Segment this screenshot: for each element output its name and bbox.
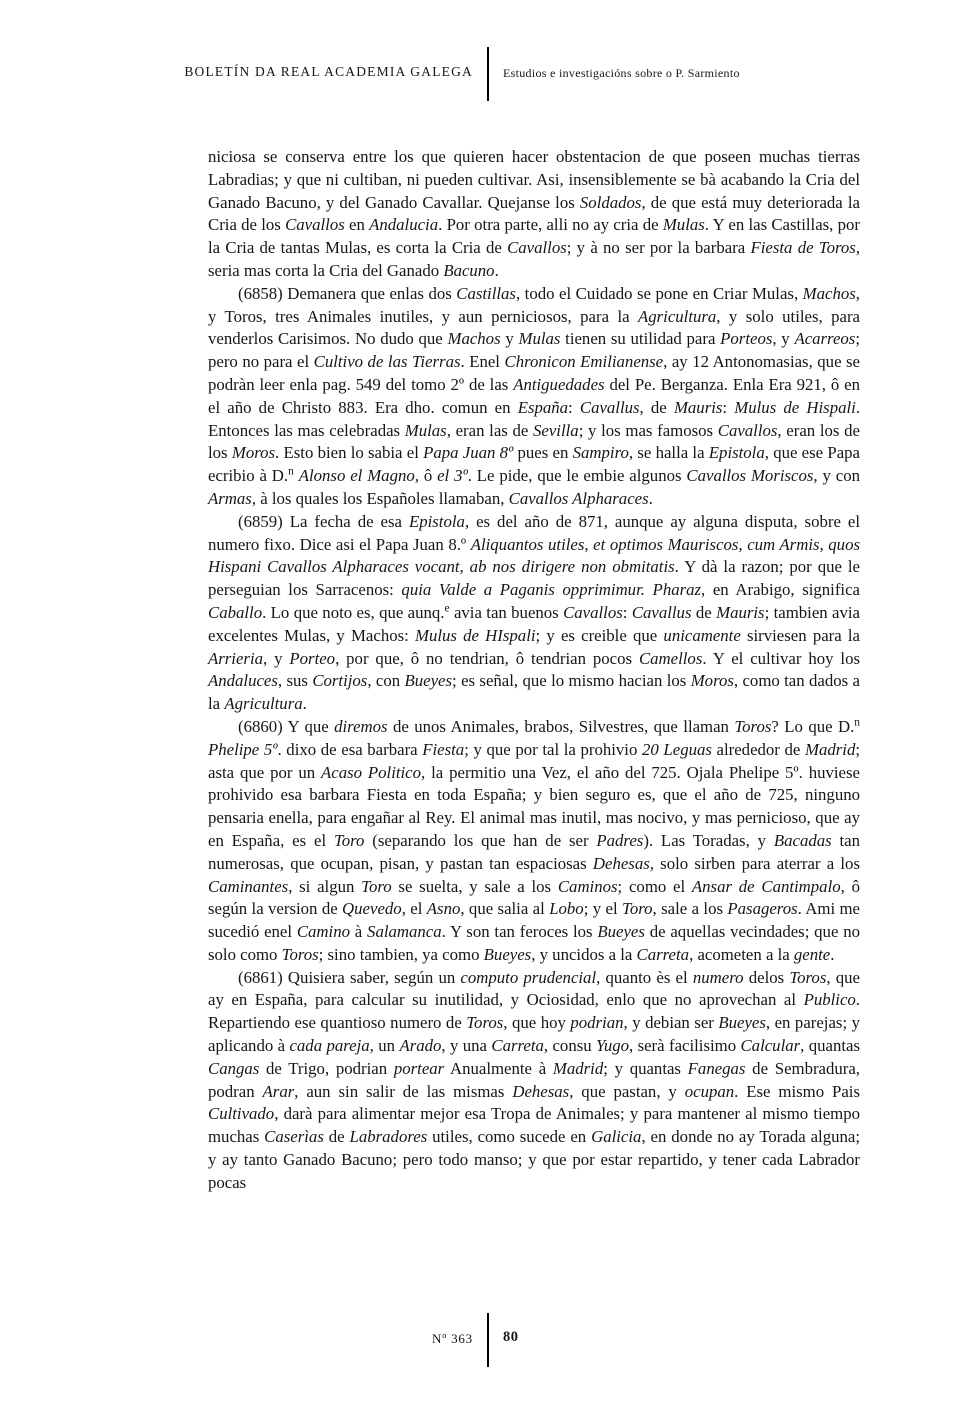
text-run: . Entonces las mas celebradas — [208, 397, 861, 440]
text-run: alrededor de — [711, 739, 805, 759]
text-run: ? Lo que D. — [771, 716, 855, 736]
italic-run: Madrid — [552, 1058, 604, 1078]
italic-run: Caminantes — [208, 876, 289, 896]
text-run: , en donde no ay Torada alguna; y ay tanto Ganado Bacuno; pero todo manso; y que por estar repartido, y tener cada Labrador pocas — [208, 1127, 860, 1192]
text-run: ; y es creible que — [535, 625, 664, 645]
italic-run: Ansar de Cantimpalo — [691, 876, 841, 896]
paragraph — [208, 283, 860, 511]
text-run: del Pe. Berganza. Enla Era 921, ô en el año de Christo 883. Era dho. comun en — [208, 374, 860, 417]
italic-run: Mulus de Hispali — [734, 397, 856, 417]
text-run: . Y son tan feroces los — [441, 922, 598, 942]
paragraph — [208, 967, 860, 1195]
journal-title: BOLETÍN DA REAL ACADEMIA GALEGA — [184, 64, 473, 79]
text-run: , consu — [543, 1036, 597, 1056]
italic-run: Calcular — [740, 1036, 801, 1056]
italic-run: numero — [692, 967, 744, 987]
text-run: de Trigo, podrian — [259, 1058, 394, 1078]
italic-run: Acarreos — [794, 329, 856, 349]
italic-run: Arado — [399, 1036, 442, 1056]
superscript-run: n — [288, 465, 294, 478]
text-run: , darà para alimentar mejor esa Tropa de Animales; y para mantener al mismo tiempo muchas — [208, 1104, 860, 1147]
italic-run: Castillas — [456, 283, 516, 303]
text-run: ; es señal, que lo mismo hacian los — [452, 671, 691, 691]
italic-run: Galicia — [591, 1127, 642, 1147]
text-run: . Por otra parte, alli no ay cria de — [438, 215, 663, 235]
text-run: : — [622, 602, 632, 622]
text-run: de aquellas vecindades; que no solo como — [208, 922, 860, 964]
text-run: tan numerosas, que ocupan, pisan, y pastan tan espaciosas — [208, 830, 860, 873]
text-run: y — [500, 329, 519, 349]
italic-run: Toro — [333, 830, 365, 850]
text-run: . — [648, 488, 653, 508]
text-run: . Y dà la razon; por que le perseguian los Sarracenos: — [208, 557, 860, 600]
text-run: . Repartiendo ese quantioso numero de — [208, 990, 860, 1033]
italic-run: diremos — [334, 716, 388, 736]
italic-run: Bueyes — [483, 944, 532, 964]
text-run: de unos Animales, brabos, Silvestres, que llaman — [387, 716, 735, 736]
text-run: utiles, como sucede en — [427, 1127, 592, 1147]
italic-run: Caballo — [208, 602, 263, 622]
text-run: , por que, ô no tendrian, ô tendrian pocos — [335, 648, 639, 668]
text-run: Anualmente à — [444, 1058, 553, 1078]
italic-run: Epistola — [708, 443, 765, 463]
text-run: delos — [743, 967, 790, 987]
italic-run: Machos — [447, 329, 501, 349]
text-run: , à los quales los Españoles llamaban, — [251, 488, 509, 508]
text-run: ). Las Toradas, y — [643, 830, 774, 850]
text-run: , quanto ès el — [596, 967, 693, 987]
italic-run: Cavallos — [563, 602, 623, 622]
text-run: ; pero no para el — [208, 329, 861, 372]
italic-run: Cavallus — [631, 602, 692, 622]
italic-run: Dehesas — [512, 1081, 570, 1101]
body-text — [208, 146, 860, 1195]
issue-number: Nº 363 — [432, 1331, 473, 1346]
text-run: se suelta, y sale a los — [391, 876, 558, 896]
italic-run: Quevedo — [342, 899, 402, 919]
italic-run: Dehesas — [592, 853, 650, 873]
superscript-run: n — [854, 716, 860, 729]
text-run: ; asta que por un — [208, 739, 861, 782]
italic-run: Toros — [281, 944, 319, 964]
text-run: ; sino tambien, ya como — [318, 944, 484, 964]
text-run: , eran los de los — [208, 420, 860, 463]
italic-run: Mauris — [673, 397, 723, 417]
text-run: , que pastan, y — [569, 1081, 685, 1101]
text-run: , sale a los — [652, 899, 728, 919]
italic-run: Carreta — [491, 1036, 544, 1056]
text-run: . Le pide, que le embie algunos — [467, 466, 687, 486]
italic-run: computo prudencial — [460, 967, 597, 987]
text-run: , aun sin salir de las mismas — [294, 1081, 513, 1101]
italic-run: Camino — [296, 922, 350, 942]
italic-run: Bueyes — [404, 671, 453, 691]
italic-run: Bueyes — [597, 922, 645, 942]
text-run: , solo sirben para aterrar a los — [649, 853, 860, 873]
italic-run: Cortijos — [312, 671, 368, 691]
text-run: , seria mas corta la Cria del Ganado — [208, 238, 861, 280]
text-run: , ô según la version de — [208, 876, 860, 919]
italic-run: Caminos — [557, 876, 618, 896]
section-title: Estudios e investigacións sobre o P. Sarmiento — [503, 66, 740, 80]
text-run: ; y los mas famosos — [578, 420, 718, 440]
italic-run: Labradores — [349, 1127, 428, 1147]
italic-run: Acaso Politico — [321, 762, 422, 782]
text-run: . — [302, 694, 307, 714]
italic-run: Armas — [208, 488, 252, 508]
italic-run: Asno — [426, 899, 461, 919]
text-run: avia tan buenos — [449, 602, 564, 622]
text-run: de — [323, 1127, 350, 1147]
italic-run: Fiesta de Toros — [750, 238, 856, 258]
text-run: , acometen a la — [689, 944, 794, 964]
italic-run: Agricultura — [224, 694, 303, 714]
paragraph — [208, 146, 860, 283]
text-run: . Lo que noto es, que aunq. — [262, 602, 445, 622]
italic-run: Cangas — [208, 1058, 260, 1078]
text-run: , de que está muy deteriorada la Cria de los — [208, 192, 861, 235]
text-run: , si algun — [288, 876, 362, 896]
italic-run: Bacadas — [773, 830, 832, 850]
text-run: ; y que por tal la prohivio — [464, 739, 642, 759]
text-run: tienen su utilidad para — [560, 329, 721, 349]
text-run: , que hoy — [503, 1013, 571, 1033]
text-run: , y debian ser — [623, 1013, 719, 1033]
text-run: (separando los que han de ser — [364, 830, 597, 850]
italic-run: Papa Juan 8º — [423, 443, 514, 463]
italic-run: Soldados — [579, 192, 642, 212]
italic-run: Andalucia — [369, 215, 439, 235]
italic-run: Porteo — [289, 648, 336, 668]
italic-run: podrian — [570, 1013, 624, 1033]
text-run: , y con — [813, 466, 860, 486]
text-run: . — [830, 944, 835, 964]
italic-run: Toros — [466, 1013, 504, 1033]
superscript-run: e — [444, 602, 450, 615]
text-run: , eran las de — [446, 420, 534, 440]
italic-run: Madrid — [805, 739, 856, 759]
paragraph — [208, 511, 860, 716]
text-run: , y — [263, 648, 290, 668]
italic-run: Cavallos — [717, 420, 778, 440]
text-run: , serà facilisimo — [629, 1036, 741, 1056]
text-run: ; y quantas — [603, 1058, 688, 1078]
text-run: (6860) Y que — [238, 716, 335, 736]
italic-run: portear — [393, 1058, 445, 1078]
text-run: de — [691, 602, 717, 622]
italic-run: Machos — [802, 283, 856, 303]
text-run: , y solo utiles, para venderlos Carisimos. No dudo que — [208, 306, 860, 349]
italic-run: Caserìas — [264, 1127, 324, 1147]
italic-run: Toros — [734, 716, 772, 736]
italic-run: Moros — [231, 443, 276, 463]
text-run: , la permitio una Vez, el año del 725. Ojala Phelipe 5º. huviese prohivido esa barbara Fiesta en toda España; y bien seguro es, que el año de 725, ninguno pensaria enella, para engañar al Rey. El animal mas inutil, mas nocivo, y mas pernicioso, que ay en España, es el — [208, 762, 860, 850]
text-run: . Y en las Castillas, por la Cria de tantas Mulas, es corta la Cria de — [208, 215, 860, 258]
italic-run: Mulas — [404, 420, 447, 440]
text-run: . dixo de esa barbara — [277, 739, 423, 759]
italic-run: Phelipe 5º — [208, 739, 278, 759]
italic-run: Toros — [789, 967, 827, 987]
italic-run: Publico — [803, 990, 856, 1010]
italic-run: Epistola — [408, 511, 465, 531]
italic-run: Cultivo de las Tierras — [313, 352, 461, 372]
italic-run: Pasageros — [727, 899, 798, 919]
text-run: , en Arabigo, significa — [701, 580, 860, 600]
italic-run: Porteos — [720, 329, 773, 349]
italic-run: unicamente — [663, 625, 741, 645]
italic-run: ocupan — [684, 1081, 735, 1101]
text-run: , y uncidos a la — [531, 944, 637, 964]
italic-run: Fiesta — [422, 739, 465, 759]
italic-run: Cavallus — [579, 397, 640, 417]
text-run: ; tambien avia excelentes Mulas, y Machos: — [208, 602, 861, 645]
text-run: , el — [401, 899, 427, 919]
italic-run: Cavallos — [507, 238, 567, 258]
text-run: , quantas — [800, 1036, 861, 1056]
italic-run: Cavallos — [285, 215, 345, 235]
text-run: , de — [639, 397, 674, 417]
footer-divider-rule — [487, 1313, 489, 1367]
text-run: , se halla la — [628, 443, 709, 463]
text-run: ; y à no ser por la barbara — [566, 238, 751, 258]
text-run: . Y el cultivar hoy los — [702, 648, 860, 668]
text-run: ; como el — [617, 876, 692, 896]
italic-run: Mauris — [716, 602, 765, 622]
italic-run: Agricultura — [637, 306, 717, 326]
text-run: niciosa se conserva entre los que quieren hacer obstentacion de que poseen muchas tierras Labradias; y que ni cultiban, ni pueden cultivar. Asi, insensiblemente se bà acabando la Cria del Ganado Bacuno, y del Ganado Cavallar. Quejanse los — [208, 147, 860, 212]
italic-run: Toro — [622, 899, 653, 919]
italic-run: Arar — [262, 1081, 295, 1101]
text-run: . Ese mismo Pais — [734, 1081, 860, 1101]
italic-run: Toro — [361, 876, 392, 896]
italic-run: Padres — [596, 830, 644, 850]
italic-run: cada pareja — [289, 1036, 370, 1056]
italic-run: España — [517, 397, 569, 417]
text-run: à — [349, 922, 368, 942]
text-run: en — [344, 215, 370, 235]
text-run: de Sembradura, podran — [208, 1058, 861, 1101]
page-number: 80 — [503, 1329, 519, 1345]
italic-run: Bueyes — [718, 1013, 766, 1033]
italic-run: Bacuno — [443, 260, 495, 280]
text-run: sirviesen para la — [740, 625, 861, 645]
text-run: . — [494, 260, 499, 280]
text-run: : — [722, 397, 735, 417]
text-run: , como tan dados a la — [208, 671, 860, 714]
italic-run: Mulas — [518, 329, 561, 349]
text-run: , un — [369, 1036, 400, 1056]
italic-run: el 3º — [437, 466, 468, 486]
text-run: (6858) Demanera que enlas dos — [238, 283, 457, 303]
italic-run: Sampiro — [572, 443, 629, 463]
italic-run: Carreta — [636, 944, 690, 964]
paragraph — [208, 716, 860, 967]
italic-run: Chronicon Emilianense — [504, 352, 664, 372]
italic-run: Arrieria — [208, 648, 264, 668]
italic-run: Cultivado — [208, 1104, 275, 1124]
text-run: (6859) La fecha de esa — [238, 511, 409, 531]
italic-run: Moros — [690, 671, 734, 691]
italic-run: Fanegas — [687, 1058, 746, 1078]
header-divider-rule — [487, 47, 489, 101]
italic-run: Salamanca — [367, 922, 442, 942]
italic-run: Mulas — [662, 215, 705, 235]
text-run: , y Toros, tres Animales inutiles, y aun perniciosos, para la — [208, 283, 860, 326]
italic-run: gente — [793, 944, 831, 964]
text-run: . Esto bien lo sabia el — [275, 443, 424, 463]
text-run: , que ay en España, para calcular su inutilidad, y Ociosidad, enlo que no aprovechan al — [208, 967, 860, 1010]
italic-run: Cavallos Alpharaces — [508, 488, 649, 508]
italic-run: Sevilla — [533, 420, 579, 440]
text-run: , y — [772, 329, 795, 349]
text-run: : — [568, 397, 580, 417]
text-run: , todo el Cuidado se pone en Criar Mulas, — [515, 283, 803, 303]
text-run: , es del año de 871, aunque ay alguna disputa, sobre el numero fixo. Dice asi el Papa Juan 8.º — [208, 511, 860, 554]
text-run: . Ami me sucedió enel — [208, 899, 861, 942]
text-run: , en parejas; y aplicando à — [208, 1013, 860, 1056]
italic-run: Mulus de HIspali — [415, 625, 536, 645]
italic-run: quia Valde a Paganis opprimimur. Pharaz — [401, 580, 702, 600]
italic-run: Yugo — [596, 1036, 629, 1056]
text-run: ; y el — [583, 899, 623, 919]
text-run: , sus — [277, 671, 313, 691]
italic-run: 20 Leguas — [642, 739, 712, 759]
text-run: , ô — [414, 466, 438, 486]
text-run: , que ese Papa ecribio à D. — [208, 443, 860, 486]
text-run: , con — [367, 671, 405, 691]
italic-run: Alonso el Magno — [298, 466, 415, 486]
text-run: , ay 12 Antonomasias, que se podràn leer enla pag. 549 del tomo 2º de las — [208, 352, 861, 394]
text-run: , que salia al — [460, 899, 550, 919]
italic-run: Andaluces — [208, 671, 278, 691]
italic-run: Camellos — [638, 648, 703, 668]
italic-run: Antiguedades — [513, 374, 605, 394]
italic-run: Aliquantos utiles, et optimos Mauriscos, cum Armis, quos Hispani Cavallos Alpharaces vocant, ab nos dirigere non obmitatis — [208, 534, 860, 577]
text-run: . Enel — [460, 352, 505, 372]
italic-run: Lobo — [549, 899, 584, 919]
text-run: , y una — [441, 1036, 492, 1056]
italic-run: Cavallos Moriscos — [686, 466, 814, 486]
text-run: (6861) Quisiera saber, según un — [238, 967, 461, 987]
text-run: pues en — [513, 443, 573, 463]
